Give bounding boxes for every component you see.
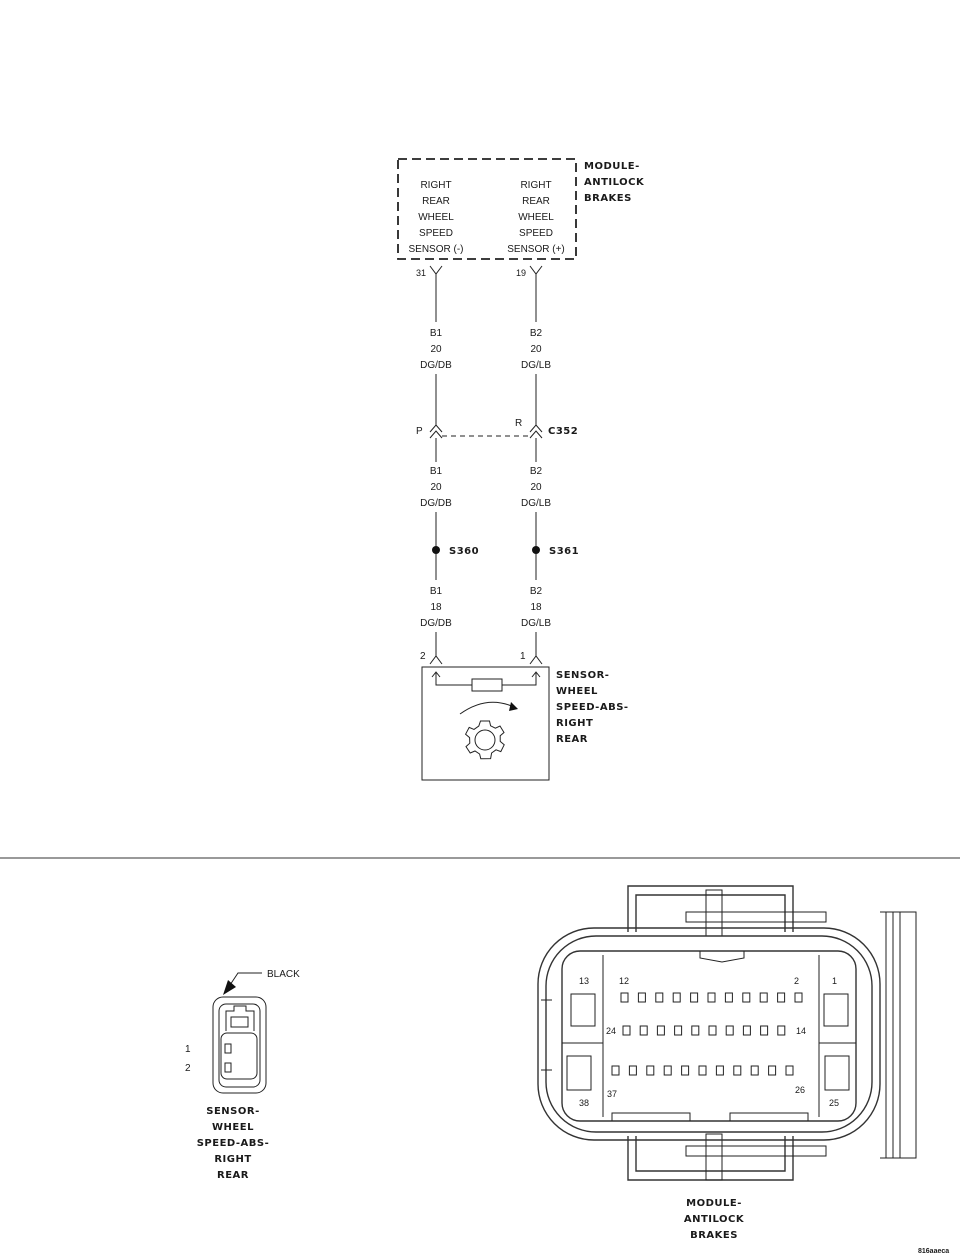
module-bottom-latch	[628, 1136, 793, 1180]
figure-id: 816aaeca	[918, 1248, 950, 1255]
splice-s361-dot	[532, 546, 540, 554]
module-pin-cavity	[778, 1026, 785, 1035]
module-pin-cavity	[612, 1066, 619, 1075]
svg-text:20: 20	[530, 482, 542, 493]
splice-s360	[432, 546, 479, 557]
module-pin-cavity	[682, 1066, 689, 1075]
svg-text:SENSOR (+): SENSOR (+)	[507, 244, 565, 255]
abs-module-pins	[416, 266, 542, 278]
svg-text:BRAKES: BRAKES	[690, 1230, 738, 1241]
svg-text:RIGHT: RIGHT	[520, 180, 552, 191]
sensor-connector-face-view	[185, 969, 300, 1181]
sensor-body	[422, 667, 549, 780]
abs-pin-19-terminal	[530, 266, 542, 274]
wheel-speed-sensor-component	[422, 667, 629, 780]
svg-text:WHEEL: WHEEL	[518, 212, 554, 223]
module-pin-cavity	[709, 1026, 716, 1035]
svg-text:DG/DB: DG/DB	[420, 498, 452, 509]
svg-text:MODULE-: MODULE-	[584, 161, 640, 172]
c352-name: C352	[548, 426, 579, 437]
svg-text:SPEED-ABS-: SPEED-ABS-	[196, 1138, 270, 1149]
svg-text:REAR: REAR	[556, 734, 588, 745]
svg-text:WHEEL: WHEEL	[418, 212, 454, 223]
module-pin-cavity	[647, 1066, 654, 1075]
sensor-view-pin-1-label: 1	[185, 1044, 191, 1055]
module-pin-38-label: 38	[579, 1098, 590, 1108]
abs-pin-31-label: 31	[416, 268, 427, 278]
wire-b2-lower-label	[521, 586, 551, 629]
svg-text:B2: B2	[529, 466, 543, 477]
wire-b1-mid-label	[420, 466, 452, 509]
svg-text:ANTILOCK: ANTILOCK	[584, 177, 645, 188]
module-pin-cavity	[708, 993, 715, 1002]
abs-module-left-circuit-label	[409, 180, 464, 255]
svg-text:DG/DB: DG/DB	[420, 618, 452, 629]
sensor-connector-view-title	[197, 1106, 270, 1181]
svg-text:SPEED-ABS-: SPEED-ABS-	[556, 702, 629, 713]
module-pin-14-label: 14	[796, 1026, 807, 1036]
module-cavity-38	[567, 1056, 591, 1090]
svg-text:B2: B2	[529, 586, 543, 597]
module-pin-cavity	[743, 993, 750, 1002]
sensor-pin-1-label: 1	[520, 651, 526, 662]
svg-text:REAR: REAR	[522, 196, 550, 207]
sensor-latch-tab	[231, 1017, 248, 1027]
module-pin-cavity	[656, 993, 663, 1002]
module-pin-cavity	[621, 993, 628, 1002]
svg-text:20: 20	[430, 344, 442, 355]
module-cavity-13	[571, 994, 595, 1026]
wire-b2-mid-label	[521, 466, 551, 509]
module-pin-cavity	[769, 1066, 776, 1075]
sensor-cavity-2	[225, 1063, 231, 1072]
module-pin-25-label: 25	[829, 1098, 840, 1108]
module-pin-cavity	[664, 1066, 671, 1075]
module-pin-26-label: 26	[795, 1085, 806, 1095]
svg-text:ANTILOCK: ANTILOCK	[683, 1214, 745, 1225]
svg-text:RIGHT: RIGHT	[556, 718, 594, 729]
module-pin-cavity	[778, 993, 785, 1002]
module-top-latch-slot	[686, 912, 826, 922]
module-pin-cavity	[734, 1066, 741, 1075]
module-pin-12-label: 12	[619, 976, 630, 986]
abs-pin-31-terminal	[430, 266, 442, 274]
abs-module-block	[398, 159, 645, 259]
module-side-ribs	[880, 912, 916, 1158]
module-cavity-25	[825, 1056, 849, 1090]
module-pin-cavity	[657, 1026, 664, 1035]
svg-text:DG/LB: DG/LB	[520, 498, 552, 509]
module-connector-face-view	[538, 886, 916, 1241]
module-pin-cavity	[673, 993, 680, 1002]
svg-text:B2: B2	[529, 328, 543, 339]
module-pin-cavity	[675, 1026, 682, 1035]
svg-text:WHEEL: WHEEL	[212, 1122, 254, 1133]
connector-c352	[416, 418, 578, 438]
sensor-view-pin-2-label: 2	[185, 1063, 191, 1074]
module-pin-cavity	[699, 1066, 706, 1075]
module-pin-13-label: 13	[579, 976, 590, 986]
svg-text:SENSOR (-): SENSOR (-)	[408, 244, 464, 255]
wire-b1-upper-label	[420, 328, 452, 371]
splice-s360-dot	[432, 546, 440, 554]
wire-b1-lower-label	[420, 586, 452, 629]
module-pin-cavity	[716, 1066, 723, 1075]
module-pin-cavity	[691, 993, 698, 1002]
sensor-cavity-1	[225, 1044, 231, 1053]
sensor-pin-2-terminal	[430, 656, 442, 664]
svg-text:18: 18	[430, 602, 442, 613]
module-pin-cavity	[726, 1026, 733, 1035]
color-callout-arrowhead	[223, 980, 236, 995]
svg-text:DG/LB: DG/LB	[520, 360, 552, 371]
module-pin-cavity	[640, 1026, 647, 1035]
sensor-pin-2-label: 2	[420, 651, 426, 662]
svg-text:SENSOR-: SENSOR-	[556, 670, 610, 681]
splice-s361-label: S361	[549, 546, 580, 557]
svg-text:WHEEL: WHEEL	[556, 686, 598, 697]
abs-pin-19-label: 19	[516, 268, 527, 278]
svg-text:DG/LB: DG/LB	[520, 618, 552, 629]
svg-text:20: 20	[430, 482, 442, 493]
rotation-arrow-icon	[460, 702, 516, 714]
rotation-arrowhead-icon	[509, 702, 518, 711]
module-pin-cavity	[629, 1066, 636, 1075]
c352-cavity-p-label: P	[416, 426, 423, 437]
module-pin-cavity	[760, 993, 767, 1002]
svg-text:20: 20	[530, 344, 542, 355]
module-cavity-1	[824, 994, 848, 1026]
wire-b2-upper-label	[521, 328, 551, 371]
module-bottom-latch-slot	[686, 1146, 826, 1156]
gear-icon	[466, 721, 505, 759]
module-pin-cavity	[761, 1026, 768, 1035]
module-pin-1-label: 1	[832, 976, 838, 986]
module-pin-cavity	[786, 1066, 793, 1075]
svg-text:RIGHT: RIGHT	[214, 1154, 252, 1165]
svg-text:18: 18	[530, 602, 542, 613]
svg-text:MODULE-: MODULE-	[686, 1198, 742, 1209]
c352-cavity-p-symbol	[430, 425, 442, 438]
color-callout-leader	[230, 973, 262, 985]
sensor-pin-1-terminal	[530, 656, 542, 664]
svg-text:B1: B1	[429, 328, 443, 339]
svg-text:SPEED: SPEED	[419, 228, 453, 239]
svg-text:SENSOR-: SENSOR-	[206, 1106, 260, 1117]
module-top-latch	[628, 886, 793, 932]
splice-s360-label: S360	[449, 546, 480, 557]
module-pin-cavity	[692, 1026, 699, 1035]
svg-text:B1: B1	[429, 466, 443, 477]
module-pin-cavity	[795, 993, 802, 1002]
svg-text:REAR: REAR	[422, 196, 450, 207]
sensor-title	[556, 670, 629, 745]
splice-s361	[532, 546, 579, 557]
svg-text:BRAKES: BRAKES	[584, 193, 632, 204]
module-face-key-bottom	[612, 1113, 808, 1121]
module-pin-rows	[612, 993, 802, 1075]
svg-text:REAR: REAR	[217, 1170, 249, 1181]
svg-text:RIGHT: RIGHT	[420, 180, 452, 191]
module-connector-view-title	[684, 1198, 745, 1241]
c352-cavity-r-label: R	[515, 418, 523, 429]
module-right-compartment	[819, 955, 856, 1117]
module-pin-cavity	[751, 1066, 758, 1075]
connector-color-callout: BLACK	[267, 969, 300, 980]
c352-cavity-r-symbol	[530, 425, 542, 438]
module-pin-24-label: 24	[606, 1026, 617, 1036]
module-pin-2-label: 2	[794, 976, 800, 986]
module-pin-37-label: 37	[607, 1089, 618, 1099]
module-pin-cavity	[638, 993, 645, 1002]
svg-text:DG/DB: DG/DB	[420, 360, 452, 371]
abs-module-right-circuit-label	[507, 180, 565, 255]
svg-text:B1: B1	[429, 586, 443, 597]
module-pin-cavity	[623, 1026, 630, 1035]
module-pin-cavity	[725, 993, 732, 1002]
abs-module-title	[584, 161, 645, 204]
svg-text:SPEED: SPEED	[519, 228, 553, 239]
module-face-key-top	[700, 951, 744, 962]
module-bottom-latch-post	[706, 1134, 722, 1180]
sensor-resistor	[472, 679, 502, 691]
module-pin-cavity	[743, 1026, 750, 1035]
module-top-latch-post	[706, 890, 722, 936]
